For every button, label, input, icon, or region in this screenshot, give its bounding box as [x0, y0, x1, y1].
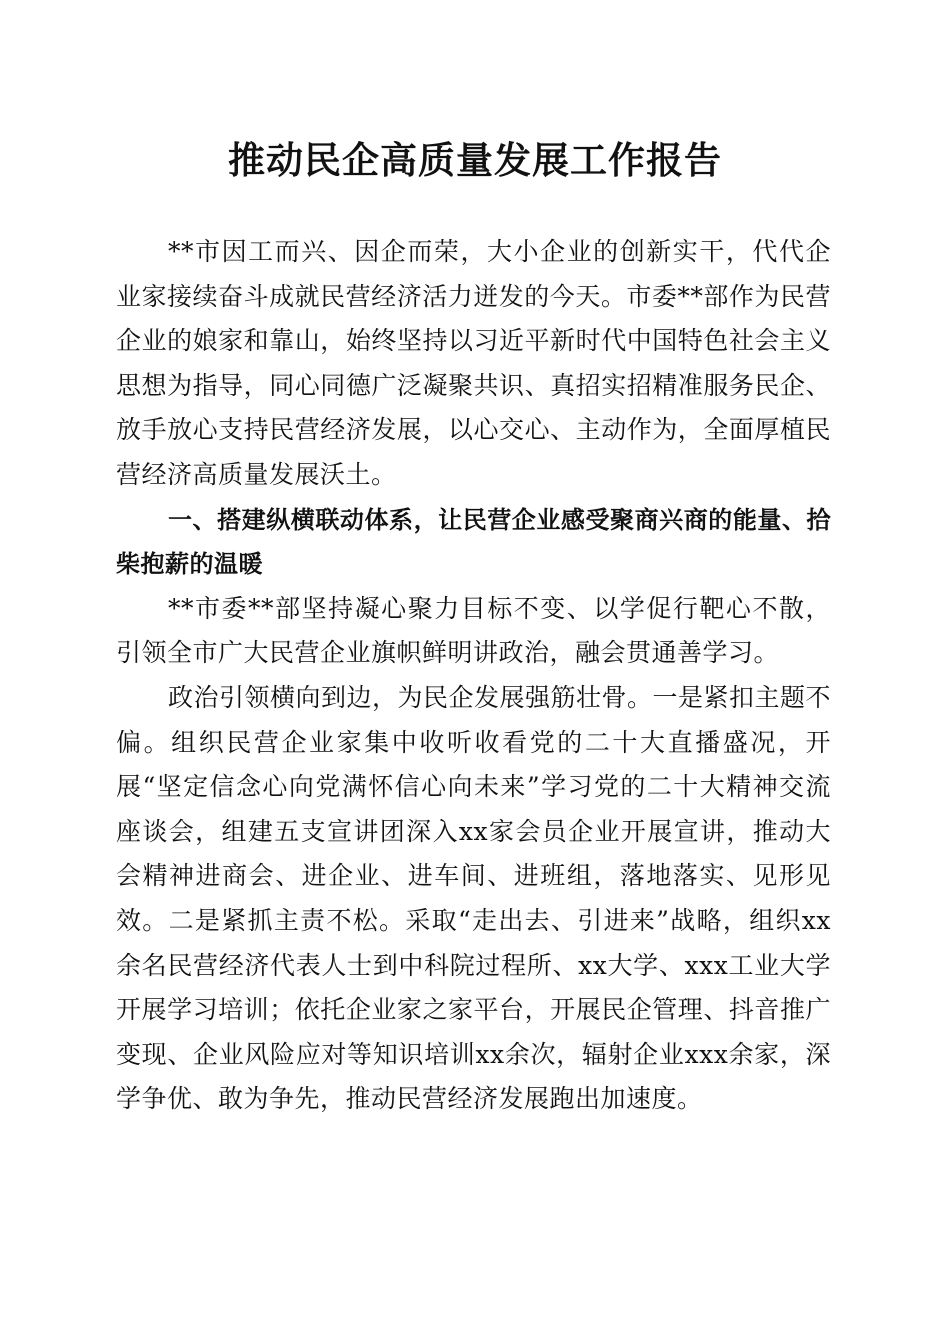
intro-paragraph: **市因工而兴、因企而荣，大小企业的创新实干，代代企业家接续奋斗成就民营经济活力迸发的今天。市委**部作为民营企业的娘家和靠山，始终坚持以习近平新时代中国特色社会主义思想为指导，同心同德广泛凝聚共识、真招实招精准服务民企、放手放心支持民营经济发展，以心交心、主动作为，全面厚植民营经济高质量发展沃土。: [116, 237, 831, 489]
section-paragraph: 政治引领横向到边，为民企发展强筋壮骨。一是紧扣主题不偏。组织民营企业家集中收听收看党的二十大直播盛况，开展“坚定信念心向党满怀信心向未来”学习党的二十大精神交流座谈会，组建五支宣讲团深入xx家会员企业开展宣讲，推动大会精神进商会、进企业、进车间、进班组，落地落实、见形见效。二是紧抓主责不松。采取“走出去、引进来”战略，组织xx余名民营经济代表人士到中科院过程所、xx大学、xxx工业大学开展学习培训；依托企业家之家平台，开展民企管理、抖音推广变现、企业风险应对等知识培训xx余次，辐射企业xxx余家，深学争优、敢为争先，推动民营经济发展跑出加速度。: [116, 682, 832, 1114]
document-body: [116, 230, 831, 1122]
section-heading: 一、搭建纵横联动体系，让民营企业感受聚商兴商的能量、拾柴抱薪的温暖: [116, 505, 831, 579]
document-title: 推动民企高质量发展工作报告: [228, 138, 722, 182]
section-paragraph: **市委**部坚持凝心聚力目标不变、以学促行靶心不散，引领全市广大民营企业旗帜鲜明讲政治，融会贯通善学习。: [116, 593, 831, 668]
